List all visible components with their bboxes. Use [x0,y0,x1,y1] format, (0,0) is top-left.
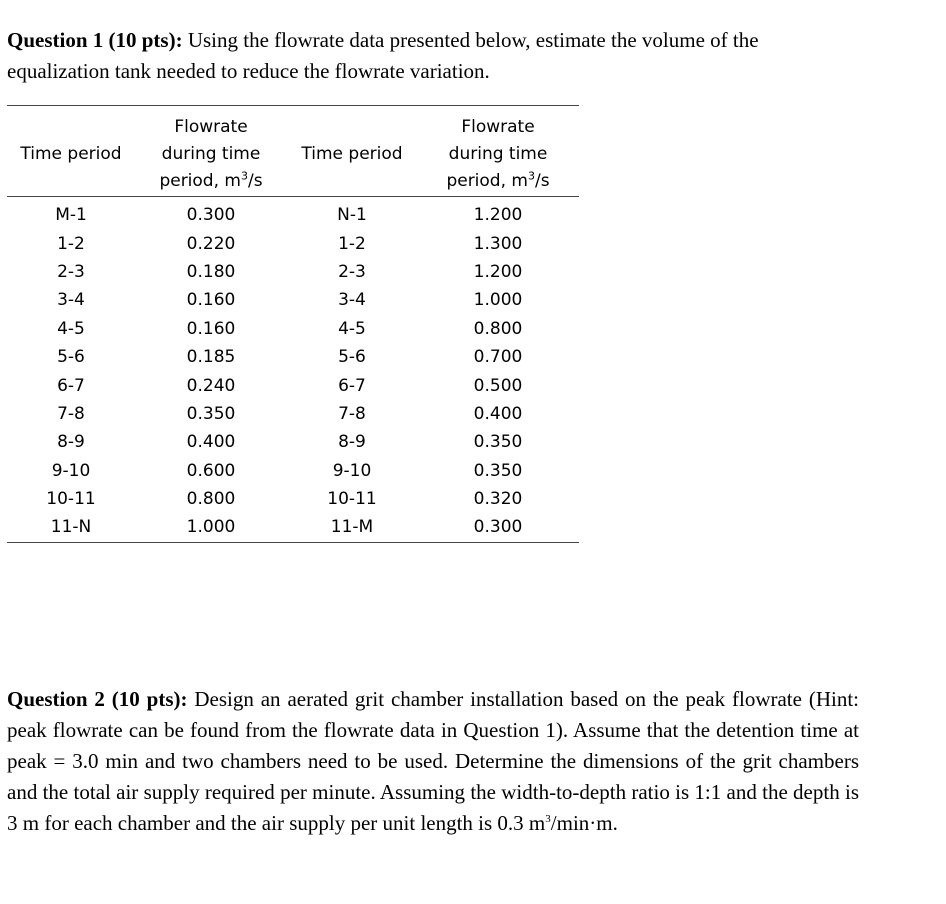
flowrate-cell: 1.200 [473,261,523,282]
time-period-cell: 3-4 [57,290,85,311]
flowrate-cell: 0.800 [186,489,236,510]
time-period-cell: 11-M [330,517,374,538]
flowrate-cell: 1.200 [473,205,523,226]
flowrate-cell: 0.400 [186,432,236,453]
question-1-text: Using the flowrate data presented below, estimate the volume of the equalization tank needed to reduce the flowrate variation. [7,28,759,83]
header-flowrate-2-sup: 3 [527,169,535,183]
header-flowrate-1-line2: during time [161,144,261,164]
question-1-paragraph [7,25,859,87]
time-period-cell: 7-8 [338,403,366,424]
time-period-cell: 2-3 [57,261,85,282]
flowrate-cell: 0.160 [186,290,236,311]
time-period-cell: 9-10 [332,460,372,481]
flowrate-cell: 0.300 [186,205,236,226]
flowrate-cell: 0.350 [473,432,523,453]
table-row [7,315,579,343]
flowrate-cell: 0.700 [473,347,523,368]
header-flowrate-2 [417,106,579,197]
time-period-cell: 1-2 [57,233,85,254]
header-time-period-2: Time period [301,144,403,164]
table-row [7,513,579,542]
table-row [7,258,579,286]
flowrate-table [7,105,579,543]
question-1-heading: Question 1 (10 pts): [7,28,183,52]
header-flowrate-1 [135,106,287,197]
flowrate-cell: 0.185 [186,347,236,368]
header-flowrate-2-line3: period, m [446,171,528,191]
flowrate-cell: 0.240 [186,375,236,396]
time-period-cell: 4-5 [57,318,85,339]
flowrate-cell: 0.220 [186,233,236,254]
flowrate-cell: 0.320 [473,489,523,510]
table-row [7,343,579,371]
flowrate-cell: 0.500 [473,375,523,396]
flowrate-cell: 0.600 [186,460,236,481]
header-flowrate-1-line3: period, m [159,171,241,191]
table-header-row [7,106,579,197]
time-period-cell: 6-7 [57,375,85,396]
table-body [7,197,579,543]
header-time-period-1: Time period [20,144,122,164]
time-period-cell: N-1 [337,205,367,226]
table-row [7,457,579,485]
flowrate-cell: 1.000 [186,517,236,538]
table-row [7,428,579,456]
time-period-cell: M-1 [55,205,87,226]
flowrate-cell: 0.300 [473,517,523,538]
flowrate-cell: 0.350 [473,460,523,481]
header-flowrate-2-suffix: /s [534,171,550,191]
time-period-cell: 9-10 [51,460,91,481]
time-period-cell: 2-3 [338,261,366,282]
flowrate-cell: 0.400 [473,403,523,424]
time-period-cell: 10-11 [46,489,96,510]
flowrate-cell: 0.350 [186,403,236,424]
flowrate-cell: 0.180 [186,261,236,282]
question-2-heading: Question 2 (10 pts): [7,687,188,711]
flowrate-cell: 1.000 [473,290,523,311]
header-flowrate-2-line2: during time [448,144,548,164]
flowrate-cell: 0.800 [473,318,523,339]
header-flowrate-2-line1: Flowrate [461,117,535,137]
table-row [7,197,579,230]
table-row [7,286,579,314]
time-period-cell: 11-N [50,517,92,538]
time-period-cell: 4-5 [338,318,366,339]
question-2-text-end: /min·m. [550,811,618,835]
table-row [7,229,579,257]
flowrate-cell: 0.160 [186,318,236,339]
flowrate-cell: 1.300 [473,233,523,254]
header-flowrate-1-sup: 3 [240,169,248,183]
table-row [7,400,579,428]
time-period-cell: 8-9 [57,432,85,453]
header-flowrate-1-suffix: /s [247,171,263,191]
time-period-cell: 10-11 [327,489,377,510]
time-period-cell: 5-6 [57,347,85,368]
question-2-sup: 3 [545,813,551,825]
question-2-text: Design an aerated grit chamber installation based on the peak flowrate (Hint: peak flowrate can be found from the flowrate data in Question 1). Assume that the detention time at peak = 3.0 min and two chambers need to be used. Determine the dimensions of the grit chambers and the total air supply required per minute. Assuming the width-to-depth ratio is 1:1 and the depth is 3 m for each chamber and the air supply per unit length is 0.3 m [7,687,859,835]
time-period-cell: 6-7 [338,375,366,396]
header-flowrate-1-line1: Flowrate [174,117,248,137]
time-period-cell: 3-4 [338,290,366,311]
time-period-cell: 7-8 [57,403,85,424]
time-period-cell: 5-6 [338,347,366,368]
question-2-paragraph [7,684,859,839]
time-period-cell: 1-2 [338,233,366,254]
table-row [7,371,579,399]
table-row [7,485,579,513]
time-period-cell: 8-9 [338,432,366,453]
